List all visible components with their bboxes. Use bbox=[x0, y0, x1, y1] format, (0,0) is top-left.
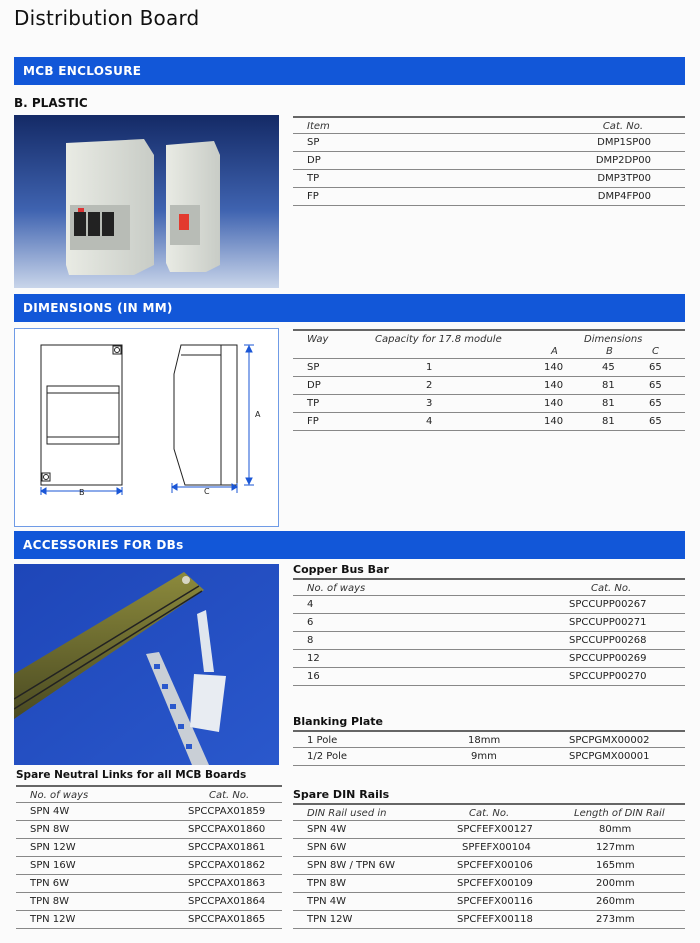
dimension-label-c: C bbox=[204, 487, 210, 496]
header-item: Item bbox=[307, 121, 330, 132]
table-row bbox=[293, 152, 685, 170]
length-cell: 165mm bbox=[596, 860, 635, 871]
table-row bbox=[293, 596, 685, 614]
ways-cell: SPN 12W bbox=[30, 842, 76, 853]
table-row bbox=[293, 632, 685, 650]
header-c: C bbox=[652, 346, 659, 357]
table-row bbox=[16, 857, 282, 875]
table-row bbox=[293, 395, 685, 413]
table-row bbox=[293, 748, 685, 766]
header-cat-no: Cat. No. bbox=[602, 121, 643, 132]
item-cell: DP bbox=[307, 155, 321, 166]
accessories-photo-image bbox=[14, 564, 279, 765]
plastic-enclosure-table bbox=[293, 116, 685, 206]
cat-no-cell: SPCCPAX01863 bbox=[188, 878, 266, 889]
ways-cell: 16 bbox=[307, 671, 320, 682]
copper-bus-bar-title: Copper Bus Bar bbox=[293, 563, 389, 576]
used-in-cell: TPN 4W bbox=[307, 896, 347, 907]
length-cell: 260mm bbox=[596, 896, 635, 907]
header-capacity: Capacity for 17.8 module bbox=[375, 334, 502, 345]
table-row bbox=[293, 377, 685, 395]
used-in-cell: SPN 6W bbox=[307, 842, 347, 853]
table-row bbox=[16, 911, 282, 929]
cat-no-cell: SPCCUPP00271 bbox=[569, 617, 647, 628]
header-cat-no: Cat. No. bbox=[469, 808, 510, 819]
header-cat-no: Cat. No. bbox=[591, 583, 632, 594]
cat-no-cell: SPCCPAX01862 bbox=[188, 860, 266, 871]
enclosure-photo-image bbox=[14, 115, 279, 288]
table-row bbox=[293, 857, 685, 875]
pole-cell: 1 Pole bbox=[307, 735, 338, 746]
ways-cell: TPN 8W bbox=[30, 896, 70, 907]
blanking-plate-title: Blanking Plate bbox=[293, 715, 384, 728]
pole-cell: 1/2 Pole bbox=[307, 751, 347, 762]
used-in-cell: TPN 8W bbox=[307, 878, 347, 889]
page-title: Distribution Board bbox=[14, 6, 200, 30]
table-row bbox=[16, 839, 282, 857]
capacity-cell: 4 bbox=[426, 416, 433, 427]
cat-no-cell: DMP1SP00 bbox=[597, 137, 651, 148]
dim-a-cell: 140 bbox=[544, 416, 564, 427]
used-in-cell: TPN 12W bbox=[307, 914, 353, 925]
mcb-enclosure-photo bbox=[14, 115, 279, 288]
table-row bbox=[293, 188, 685, 206]
cat-no-cell: SPCCPAX01865 bbox=[188, 914, 266, 925]
header-way: Way bbox=[307, 334, 329, 345]
header-din-rail-used-in: DIN Rail used in bbox=[307, 808, 387, 819]
spare-din-rails-table bbox=[293, 803, 685, 929]
dimension-drawing bbox=[15, 329, 278, 526]
item-cell: SP bbox=[307, 137, 320, 148]
subsection-title-plastic: B. PLASTIC bbox=[14, 96, 88, 110]
capacity-cell: 3 bbox=[426, 398, 433, 409]
header-cat-no: Cat. No. bbox=[209, 790, 250, 801]
header-no-of-ways: No. of ways bbox=[307, 583, 366, 594]
table-row bbox=[293, 875, 685, 893]
cat-no-cell: DMP4FP00 bbox=[597, 191, 651, 202]
table-row bbox=[293, 821, 685, 839]
ways-cell: 8 bbox=[307, 635, 314, 646]
capacity-cell: 2 bbox=[426, 380, 433, 391]
way-cell: DP bbox=[307, 380, 321, 391]
spare-neutral-links-table bbox=[16, 785, 282, 929]
ways-cell: 12 bbox=[307, 653, 320, 664]
table-row bbox=[293, 134, 685, 152]
table-header-row bbox=[293, 578, 685, 596]
section-banner-accessories: ACCESSORIES FOR DBs bbox=[14, 531, 685, 559]
header-length: Length of DIN Rail bbox=[574, 808, 665, 819]
ways-cell: TPN 6W bbox=[30, 878, 70, 889]
spare-neutral-links-title: Spare Neutral Links for all MCB Boards bbox=[16, 769, 247, 781]
table-row bbox=[293, 911, 685, 929]
cat-no-cell: SPCFEFX00116 bbox=[457, 896, 533, 907]
table-row bbox=[16, 803, 282, 821]
way-cell: FP bbox=[307, 416, 319, 427]
length-cell: 127mm bbox=[596, 842, 635, 853]
cat-no-cell: SPCFEFX00127 bbox=[457, 824, 533, 835]
dim-c-cell: 65 bbox=[649, 380, 662, 391]
cat-no-cell: SPCFEFX00106 bbox=[457, 860, 533, 871]
cat-no-cell: SPCCUPP00269 bbox=[569, 653, 647, 664]
table-header-row bbox=[16, 785, 282, 803]
dim-c-cell: 65 bbox=[649, 398, 662, 409]
table-row bbox=[16, 875, 282, 893]
used-in-cell: SPN 4W bbox=[307, 824, 347, 835]
enclosure-dimension-diagram bbox=[14, 328, 279, 527]
width-cell: 9mm bbox=[471, 751, 497, 762]
cat-no-cell: SPCPGMX00001 bbox=[569, 751, 650, 762]
cat-no-cell: DMP2DP00 bbox=[595, 155, 651, 166]
header-dimensions: Dimensions bbox=[584, 334, 643, 345]
cat-no-cell: SPCCPAX01864 bbox=[188, 896, 266, 907]
table-row bbox=[293, 359, 685, 377]
table-header-row bbox=[293, 329, 685, 359]
copper-bus-bar-table bbox=[293, 578, 685, 686]
blanking-plate-table bbox=[293, 730, 685, 766]
table-header-row bbox=[293, 116, 685, 134]
dimensions-table bbox=[293, 329, 685, 431]
dim-b-cell: 81 bbox=[602, 380, 615, 391]
table-row bbox=[293, 730, 685, 748]
way-cell: TP bbox=[307, 398, 320, 409]
table-row bbox=[293, 893, 685, 911]
spare-din-rails-title: Spare DIN Rails bbox=[293, 788, 390, 801]
table-row bbox=[293, 413, 685, 431]
table-row bbox=[293, 614, 685, 632]
length-cell: 200mm bbox=[596, 878, 635, 889]
table-row bbox=[293, 170, 685, 188]
header-no-of-ways: No. of ways bbox=[30, 790, 89, 801]
table-row bbox=[293, 650, 685, 668]
section-banner-dimensions: DIMENSIONS (IN MM) bbox=[14, 294, 685, 322]
dim-a-cell: 140 bbox=[544, 380, 564, 391]
cat-no-cell: SPFEFX00104 bbox=[462, 842, 531, 853]
width-cell: 18mm bbox=[468, 735, 501, 746]
table-row bbox=[293, 839, 685, 857]
ways-cell: SPN 16W bbox=[30, 860, 76, 871]
table-row bbox=[16, 893, 282, 911]
header-a: A bbox=[551, 346, 558, 357]
cat-no-cell: SPCPGMX00002 bbox=[569, 735, 650, 746]
dim-a-cell: 140 bbox=[544, 362, 564, 373]
dim-b-cell: 45 bbox=[602, 362, 615, 373]
cat-no-cell: SPCFEFX00118 bbox=[457, 914, 533, 925]
cat-no-cell: SPCCUPP00268 bbox=[569, 635, 647, 646]
ways-cell: TPN 12W bbox=[30, 914, 76, 925]
cat-no-cell: SPCCUPP00267 bbox=[569, 599, 647, 610]
length-cell: 80mm bbox=[599, 824, 632, 835]
dim-a-cell: 140 bbox=[544, 398, 564, 409]
table-header-row bbox=[293, 803, 685, 821]
dimension-label-a: A bbox=[255, 410, 261, 419]
header-b: B bbox=[606, 346, 613, 357]
item-cell: TP bbox=[307, 173, 320, 184]
cat-no-cell: SPCCPAX01860 bbox=[188, 824, 266, 835]
dim-b-cell: 81 bbox=[602, 398, 615, 409]
length-cell: 273mm bbox=[596, 914, 635, 925]
capacity-cell: 1 bbox=[426, 362, 433, 373]
ways-cell: 6 bbox=[307, 617, 314, 628]
used-in-cell: SPN 8W / TPN 6W bbox=[307, 860, 396, 871]
dimension-label-b: B bbox=[79, 488, 85, 497]
table-row bbox=[16, 821, 282, 839]
cat-no-cell: SPCFEFX00109 bbox=[457, 878, 533, 889]
section-banner-mcb-enclosure: MCB ENCLOSURE bbox=[14, 57, 685, 85]
cat-no-cell: DMP3TP00 bbox=[597, 173, 651, 184]
dim-b-cell: 81 bbox=[602, 416, 615, 427]
dim-c-cell: 65 bbox=[649, 416, 662, 427]
way-cell: SP bbox=[307, 362, 320, 373]
table-row bbox=[293, 668, 685, 686]
ways-cell: SPN 8W bbox=[30, 824, 70, 835]
ways-cell: SPN 4W bbox=[30, 806, 70, 817]
accessories-photo bbox=[14, 564, 279, 765]
item-cell: FP bbox=[307, 191, 319, 202]
ways-cell: 4 bbox=[307, 599, 314, 610]
cat-no-cell: SPCCPAX01861 bbox=[188, 842, 266, 853]
dim-c-cell: 65 bbox=[649, 362, 662, 373]
cat-no-cell: SPCCUPP00270 bbox=[569, 671, 647, 682]
cat-no-cell: SPCCPAX01859 bbox=[188, 806, 266, 817]
